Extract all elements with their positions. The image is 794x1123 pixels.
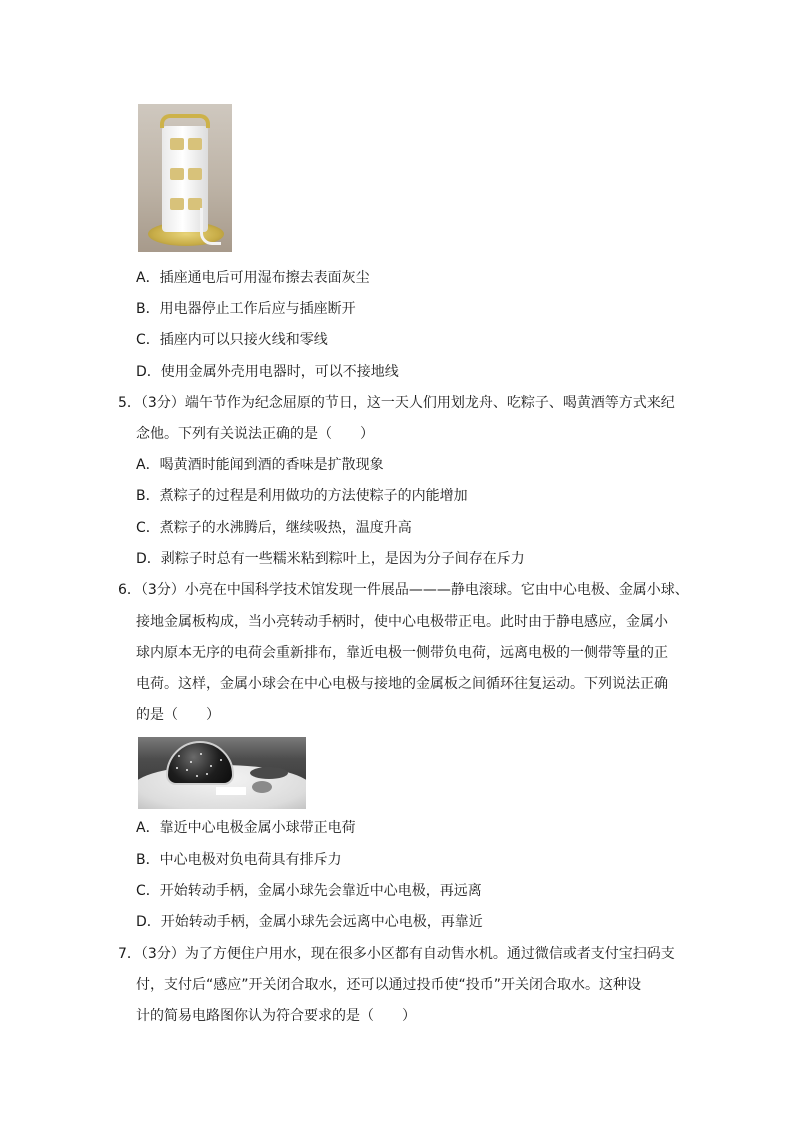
q4-option-a: A．插座通电后可用湿布擦去表面灰尘 [136, 270, 370, 286]
q6-stem-line-4: 电荷。这样，金属小球会在中心电极与接地的金属板之间循环往复运动。下列说法正确 [136, 676, 668, 692]
q6-stem-line-2: 接地金属板构成，当小亮转动手柄时，使中心电极带正电。此时由于静电感应，金属小 [136, 614, 668, 630]
power-strip-photo [138, 104, 232, 252]
q5-option-d: D．剥粽子时总有一些糯米粘到粽叶上，是因为分子间存在斥力 [136, 551, 525, 567]
q5-option-c: C．煮粽子的水沸腾后，继续吸热，温度升高 [136, 520, 412, 536]
q6-stem-line-3: 球内原本无序的电荷会重新排布，靠近电极一侧带负电荷，远离电极的一侧带等量的正 [136, 645, 668, 661]
q7-stem-line-1: 7．（3分）为了方便住户用水，现在很多小区都有自动售水机。通过微信或者支付宝扫码支 [118, 946, 675, 962]
q5-stem-line-1: 5．（3分）端午节作为纪念屈原的节日，这一天人们用划龙舟、吃粽子、喝黄酒等方式来纪 [118, 395, 675, 411]
q4-option-d: D．使用金属外壳用电器时，可以不接地线 [136, 364, 399, 380]
q6-stem-line-5: 的是（ ） [136, 707, 220, 723]
q4-option-c: C．插座内可以只接火线和零线 [136, 332, 328, 348]
q6-option-c: C．开始转动手柄，金属小球先会靠近中心电极，再远离 [136, 883, 482, 899]
q4-option-b: B．用电器停止工作后应与插座断开 [136, 301, 356, 317]
q6-stem-line-1: 6．（3分）小亮在中国科学技术馆发现一件展品———静电滚球。它由中心电极、金属小球、 [118, 582, 689, 598]
q6-option-b: B．中心电极对负电荷具有排斥力 [136, 852, 342, 868]
q6-option-a: A．靠近中心电极金属小球带正电荷 [136, 820, 356, 836]
static-ball-exhibit-photo [138, 737, 306, 809]
q5-option-b: B．煮粽子的过程是利用做功的方法使粽子的内能增加 [136, 488, 468, 504]
q5-option-a: A．喝黄酒时能闻到酒的香味是扩散现象 [136, 457, 384, 473]
q7-stem-line-3: 计的简易电路图你认为符合要求的是（ ） [136, 1008, 416, 1024]
q6-option-d: D．开始转动手柄，金属小球先会远离中心电极，再靠近 [136, 914, 483, 930]
q5-stem-line-2: 念他。下列有关说法正确的是（ ） [136, 426, 374, 442]
q7-stem-line-2: 付，支付后“感应”开关闭合取水，还可以通过投币使“投币”开关闭合取水。这种设 [136, 977, 642, 993]
